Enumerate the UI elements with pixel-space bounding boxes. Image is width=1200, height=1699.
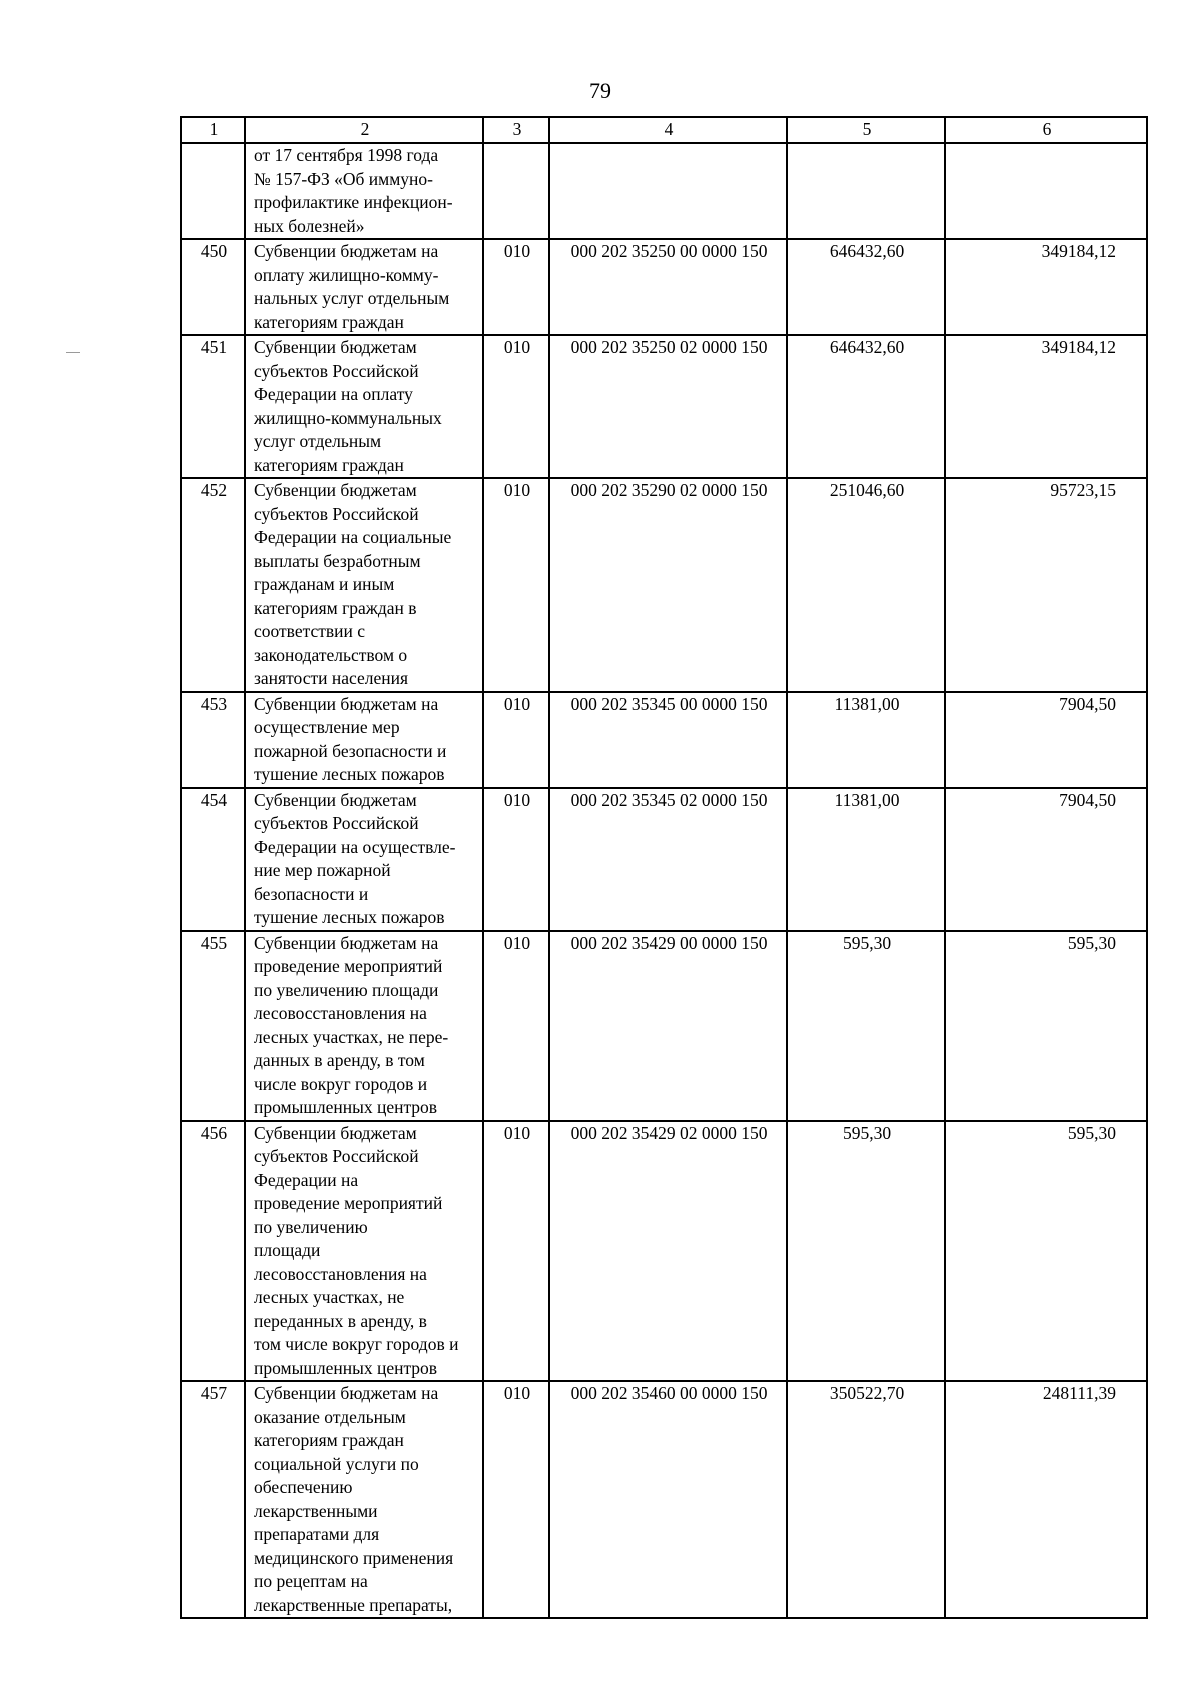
header-col-6: 6 xyxy=(945,117,1147,143)
table-row xyxy=(181,143,1147,239)
row-name: Субвенции бюджетам на оплату жилищно-комму- нальных услуг отдельным категориям граждан xyxy=(245,239,483,335)
row-value-6: 7904,50 xyxy=(945,692,1147,788)
row-kbk: 000 202 35460 00 0000 150 xyxy=(549,1381,787,1618)
row-kbk: 000 202 35250 02 0000 150 xyxy=(549,335,787,478)
row-number: 452 xyxy=(181,478,245,692)
table-row xyxy=(181,1381,1147,1618)
row-kbk: 000 202 35345 02 0000 150 xyxy=(549,788,787,931)
header-row xyxy=(181,117,1147,143)
row-number: 453 xyxy=(181,692,245,788)
row-name: Субвенции бюджетам субъектов Российской Федерации на проведение мероприятий по увеличению площади лесовосстановления на лесных участках, не переданных в аренду, в том числе вокруг городов и промышленных центров xyxy=(245,1121,483,1382)
budget-table xyxy=(180,116,1148,1619)
row-number xyxy=(181,143,245,239)
header-col-5: 5 xyxy=(787,117,945,143)
row-number: 457 xyxy=(181,1381,245,1618)
row-value-6: 595,30 xyxy=(945,1121,1147,1382)
row-value-5: 595,30 xyxy=(787,1121,945,1382)
row-code: 010 xyxy=(483,1121,549,1382)
row-number: 456 xyxy=(181,1121,245,1382)
row-value-6: 349184,12 xyxy=(945,239,1147,335)
table-row xyxy=(181,478,1147,692)
row-name: Субвенции бюджетам субъектов Российской Федерации на оплату жилищно-коммунальных услуг отдельным категориям граждан xyxy=(245,335,483,478)
table-row xyxy=(181,239,1147,335)
row-number: 450 xyxy=(181,239,245,335)
row-code: 010 xyxy=(483,478,549,692)
row-kbk xyxy=(549,143,787,239)
row-value-6: 595,30 xyxy=(945,931,1147,1121)
row-value-6: 248111,39 xyxy=(945,1381,1147,1618)
row-kbk: 000 202 35429 00 0000 150 xyxy=(549,931,787,1121)
row-value-5: 646432,60 xyxy=(787,335,945,478)
page-number: 79 xyxy=(589,78,611,103)
row-value-6: 95723,15 xyxy=(945,478,1147,692)
table-row xyxy=(181,1121,1147,1382)
header-col-4: 4 xyxy=(549,117,787,143)
row-number: 455 xyxy=(181,931,245,1121)
row-value-5: 11381,00 xyxy=(787,788,945,931)
row-name: Субвенции бюджетам на проведение мероприятий по увеличению площади лесовосстановления на лесных участках, не пере- данных в аренду, в том числе вокруг городов и промышленных центров xyxy=(245,931,483,1121)
row-kbk: 000 202 35290 02 0000 150 xyxy=(549,478,787,692)
row-name: Субвенции бюджетам субъектов Российской Федерации на социальные выплаты безработным гражданам и иным категориям граждан в соответствии с законодательством о занятости населения xyxy=(245,478,483,692)
row-name: Субвенции бюджетам на осуществление мер пожарной безопасности и тушение лесных пожаров xyxy=(245,692,483,788)
row-code: 010 xyxy=(483,335,549,478)
table-row xyxy=(181,692,1147,788)
table-body xyxy=(181,143,1147,1618)
row-code: 010 xyxy=(483,239,549,335)
header-col-3: 3 xyxy=(483,117,549,143)
table-row xyxy=(181,788,1147,931)
row-kbk: 000 202 35345 00 0000 150 xyxy=(549,692,787,788)
header-col-1: 1 xyxy=(181,117,245,143)
row-kbk: 000 202 35429 02 0000 150 xyxy=(549,1121,787,1382)
row-value-5 xyxy=(787,143,945,239)
row-code: 010 xyxy=(483,1381,549,1618)
row-value-5: 595,30 xyxy=(787,931,945,1121)
row-code: 010 xyxy=(483,692,549,788)
table-row xyxy=(181,931,1147,1121)
row-value-6: 349184,12 xyxy=(945,335,1147,478)
row-name: Субвенции бюджетам на оказание отдельным категориям граждан социальной услуги по обеспечению лекарственными препаратами для медицинского применения по рецептам на лекарственные препараты, xyxy=(245,1381,483,1618)
row-value-5: 646432,60 xyxy=(787,239,945,335)
row-number: 451 xyxy=(181,335,245,478)
row-value-6: 7904,50 xyxy=(945,788,1147,931)
row-code: 010 xyxy=(483,931,549,1121)
row-value-5: 11381,00 xyxy=(787,692,945,788)
header-col-2: 2 xyxy=(245,117,483,143)
row-code xyxy=(483,143,549,239)
row-value-5: 251046,60 xyxy=(787,478,945,692)
row-code: 010 xyxy=(483,788,549,931)
row-value-5: 350522,70 xyxy=(787,1381,945,1618)
row-name: Субвенции бюджетам субъектов Российской Федерации на осуществле- ние мер пожарной безопасности и тушение лесных пожаров xyxy=(245,788,483,931)
row-name: от 17 сентября 1998 года № 157-ФЗ «Об иммуно- профилактике инфекцион- ных болезней» xyxy=(245,143,483,239)
row-kbk: 000 202 35250 00 0000 150 xyxy=(549,239,787,335)
row-value-6 xyxy=(945,143,1147,239)
row-number: 454 xyxy=(181,788,245,931)
scan-mark xyxy=(66,352,80,353)
table-row xyxy=(181,335,1147,478)
